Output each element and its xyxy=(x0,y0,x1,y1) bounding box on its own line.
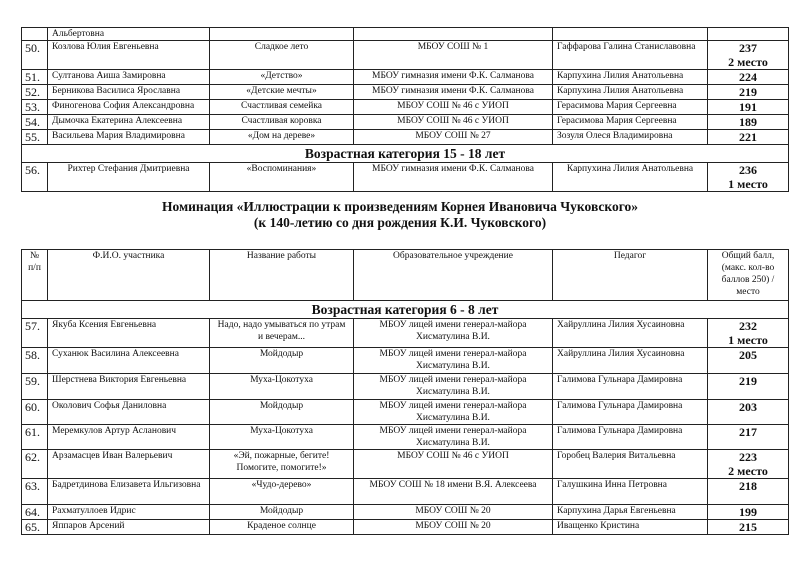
work-cell: Счастливая коровка xyxy=(210,115,354,130)
table-row xyxy=(22,41,789,70)
work-cell: «Детские мечты» xyxy=(210,85,354,100)
institution-cell: МБОУ СОШ № 20 xyxy=(354,520,553,535)
name-cell: Якуба Ксения Евгеньевна xyxy=(48,319,210,348)
score-cell: 224 xyxy=(708,70,789,85)
teacher-cell: Хайруллина Лилия Хусаиновна xyxy=(553,319,708,348)
name-cell: Околович Софья Даниловна xyxy=(48,400,210,425)
name-cell: Берникова Василиса Ярославна xyxy=(48,85,210,100)
results-table xyxy=(21,249,789,535)
category-row xyxy=(22,301,789,319)
name-cell: Арзамасцев Иван Валерьевич xyxy=(48,450,210,479)
results-table-continued xyxy=(21,27,789,192)
header-institution: Образовательное учреждение xyxy=(354,250,553,301)
teacher-cell: Иващенко Кристина xyxy=(553,520,708,535)
teacher-cell xyxy=(553,28,708,41)
name-cell: Бадретдинова Елизавета Ильгизовна xyxy=(48,479,210,505)
num-cell: 60. xyxy=(22,400,48,425)
name-cell: Рахматуллоев Идрис xyxy=(48,505,210,520)
table-row xyxy=(22,163,789,192)
name-cell: Финогенова София Александровна xyxy=(48,100,210,115)
age-category-heading: Возрастная категория 6 - 8 лет xyxy=(22,301,789,319)
table-row xyxy=(22,520,789,535)
work-cell: Мойдодыр xyxy=(210,348,354,374)
num-cell: 50. xyxy=(22,41,48,70)
institution-cell: МБОУ СОШ № 46 с УИОП xyxy=(354,100,553,115)
name-cell: Меремкулов Артур Асланович xyxy=(48,425,210,450)
work-cell: Мойдодыр xyxy=(210,400,354,425)
score-cell: 205 xyxy=(708,348,789,374)
score-value: 223 xyxy=(739,450,757,464)
work-cell: «Воспоминания» xyxy=(210,163,354,192)
work-cell: Мойдодыр xyxy=(210,505,354,520)
num-cell: 55. xyxy=(22,130,48,145)
score-cell: 189 xyxy=(708,115,789,130)
num-cell: 61. xyxy=(22,425,48,450)
teacher-cell: Хайруллина Лилия Хусаиновна xyxy=(553,348,708,374)
table-row xyxy=(22,374,789,400)
name-cell: Рихтер Стефания Дмитриевна xyxy=(48,163,210,192)
table-row xyxy=(22,479,789,505)
place-value: 2 место xyxy=(728,55,768,69)
institution-cell: МБОУ СОШ № 20 xyxy=(354,505,553,520)
nomination-title-line2: (к 140-летию со дня рождения К.И. Чуковского) xyxy=(253,215,547,230)
score-value: 236 xyxy=(739,163,757,177)
work-cell: Муха-Цокотуха xyxy=(210,425,354,450)
name-cell: Дымочка Екатерина Алексеевна xyxy=(48,115,210,130)
table-row xyxy=(22,450,789,479)
place-value: 2 место xyxy=(728,464,768,478)
score-value: 237 xyxy=(739,41,757,55)
institution-cell: МБОУ лицей имени генерал-майора Хисматулина В.И. xyxy=(354,348,553,374)
score-cell: 215 xyxy=(708,520,789,535)
header-teacher: Педагог xyxy=(553,250,708,301)
table-row xyxy=(22,400,789,425)
teacher-cell: Галушкина Инна Петровна xyxy=(553,479,708,505)
institution-cell: МБОУ СОШ № 27 xyxy=(354,130,553,145)
score-cell: 217 xyxy=(708,425,789,450)
header-score: Общий балл, (макс. кол-во баллов 250) /место xyxy=(708,250,789,301)
score-cell xyxy=(708,41,789,70)
teacher-cell: Горобец Валерия Витальевна xyxy=(553,450,708,479)
num-cell: 52. xyxy=(22,85,48,100)
score-cell xyxy=(708,450,789,479)
teacher-cell: Герасимова Мария Сергеевна xyxy=(553,115,708,130)
header-name: Ф.И.О. участника xyxy=(48,250,210,301)
institution-cell: МБОУ лицей имени генерал-майора Хисматулина В.И. xyxy=(354,374,553,400)
table-row xyxy=(22,70,789,85)
num-cell: 54. xyxy=(22,115,48,130)
institution-cell: МБОУ СОШ № 46 с УИОП xyxy=(354,115,553,130)
table-row xyxy=(22,130,789,145)
institution-cell: МБОУ гимназия имени Ф.К. Салманова xyxy=(354,163,553,192)
score-cell xyxy=(708,319,789,348)
num-cell: 64. xyxy=(22,505,48,520)
nomination-title-line1: Номинация «Иллюстрации к произведениям Корнея Ивановича Чуковского» xyxy=(161,199,639,214)
institution-cell: МБОУ лицей имени генерал-майора Хисматулина В.И. xyxy=(354,400,553,425)
header-num: № п/п xyxy=(22,250,48,301)
name-cell: Шерстнева Виктория Евгеньевна xyxy=(48,374,210,400)
name-cell: Султанова Аиша Замировна xyxy=(48,70,210,85)
score-cell: 221 xyxy=(708,130,789,145)
name-cell: Альбертовна xyxy=(48,28,210,41)
nomination-title xyxy=(0,199,800,231)
work-cell: «Эй, пожарные, бегите! Помогите, помогите!» xyxy=(210,450,354,479)
institution-cell: МБОУ гимназия имени Ф.К. Салманова xyxy=(354,85,553,100)
teacher-cell: Карпухина Лилия Анатольевна xyxy=(553,85,708,100)
institution-cell: МБОУ СОШ № 46 с УИОП xyxy=(354,450,553,479)
header-row xyxy=(22,250,789,301)
teacher-cell: Галимова Гульнара Дамировна xyxy=(553,425,708,450)
teacher-cell: Карпухина Лилия Анатольевна xyxy=(553,70,708,85)
institution-cell: МБОУ лицей имени генерал-майора Хисматулина В.И. xyxy=(354,425,553,450)
teacher-cell: Гаффарова Галина Станиславовна xyxy=(553,41,708,70)
score-cell xyxy=(708,163,789,192)
work-cell: Краденое солнце xyxy=(210,520,354,535)
institution-cell: МБОУ лицей имени генерал-майора Хисматулина В.И. xyxy=(354,319,553,348)
institution-cell xyxy=(354,28,553,41)
score-cell: 191 xyxy=(708,100,789,115)
table-row xyxy=(22,348,789,374)
teacher-cell: Герасимова Мария Сергеевна xyxy=(553,100,708,115)
table-row xyxy=(22,100,789,115)
work-cell: «Дом на дереве» xyxy=(210,130,354,145)
work-cell: Сладкое лето xyxy=(210,41,354,70)
num-cell: 51. xyxy=(22,70,48,85)
num-cell: 62. xyxy=(22,450,48,479)
work-cell: Счастливая семейка xyxy=(210,100,354,115)
score-cell: 218 xyxy=(708,479,789,505)
institution-cell: МБОУ гимназия имени Ф.К. Салманова xyxy=(354,70,553,85)
score-cell: 199 xyxy=(708,505,789,520)
score-cell: 219 xyxy=(708,85,789,100)
score-cell: 203 xyxy=(708,400,789,425)
place-value: 1 место xyxy=(728,177,768,191)
name-cell: Яппаров Арсений xyxy=(48,520,210,535)
name-cell: Васильева Мария Владимировна xyxy=(48,130,210,145)
category-row xyxy=(22,145,789,163)
work-cell: Муха-Цокотуха xyxy=(210,374,354,400)
table-row xyxy=(22,319,789,348)
teacher-cell: Зозуля Олеся Владимировна xyxy=(553,130,708,145)
num-cell: 53. xyxy=(22,100,48,115)
work-cell: Надо, надо умываться по утрам и вечерам... xyxy=(210,319,354,348)
place-value: 1 место xyxy=(728,333,768,347)
num-cell: 59. xyxy=(22,374,48,400)
teacher-cell: Карпухина Лилия Анатольевна xyxy=(553,163,708,192)
institution-cell: МБОУ СОШ № 1 xyxy=(354,41,553,70)
work-cell: «Чудо-дерево» xyxy=(210,479,354,505)
header-work: Название работы xyxy=(210,250,354,301)
work-cell xyxy=(210,28,354,41)
num-cell xyxy=(22,28,48,41)
institution-cell: МБОУ СОШ № 18 имени В.Я. Алексеева xyxy=(354,479,553,505)
num-cell: 58. xyxy=(22,348,48,374)
score-cell: 219 xyxy=(708,374,789,400)
table-row xyxy=(22,505,789,520)
score-value: 232 xyxy=(739,319,757,333)
work-cell: «Детство» xyxy=(210,70,354,85)
table-row xyxy=(22,28,789,41)
teacher-cell: Галимова Гульнара Дамировна xyxy=(553,374,708,400)
teacher-cell: Галимова Гульнара Дамировна xyxy=(553,400,708,425)
teacher-cell: Карпухина Дарья Евгеньевна xyxy=(553,505,708,520)
table-row xyxy=(22,85,789,100)
score-cell xyxy=(708,28,789,41)
num-cell: 65. xyxy=(22,520,48,535)
name-cell: Козлова Юлия Евгеньевна xyxy=(48,41,210,70)
table-row xyxy=(22,115,789,130)
num-cell: 57. xyxy=(22,319,48,348)
num-cell: 56. xyxy=(22,163,48,192)
table-row xyxy=(22,425,789,450)
name-cell: Суханюк Василина Алексеевна xyxy=(48,348,210,374)
num-cell: 63. xyxy=(22,479,48,505)
age-category-heading: Возрастная категория 15 - 18 лет xyxy=(22,145,789,163)
